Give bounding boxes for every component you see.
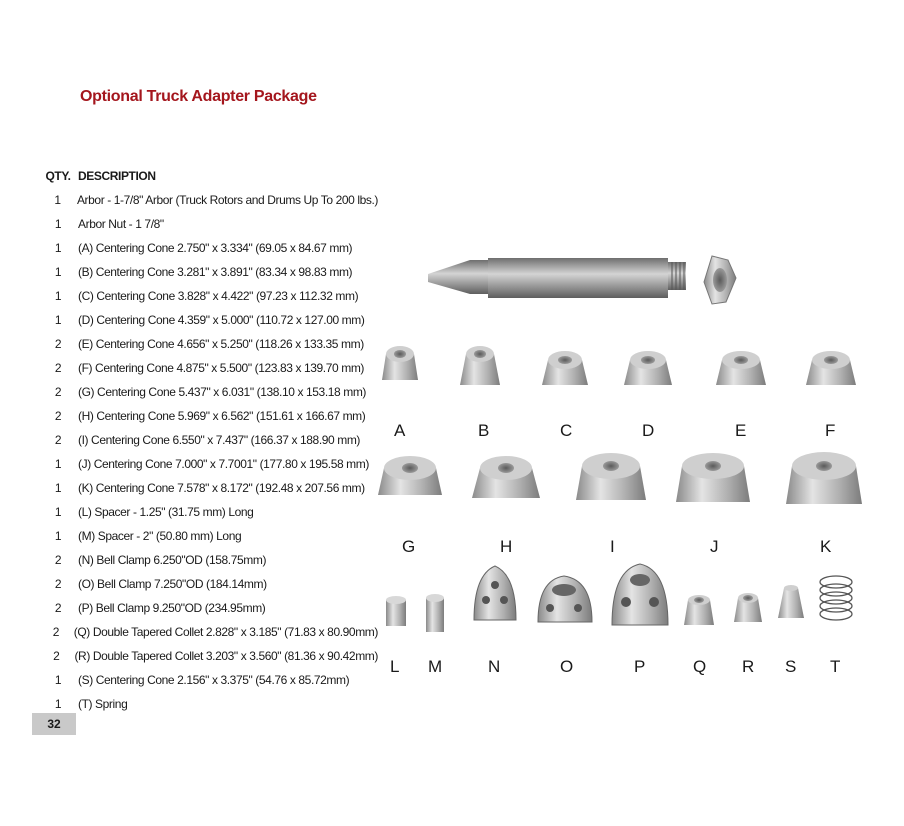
description-cell: (C) Centering Cone 3.828" x 4.422" (97.23 x 112.32 mm) [78,289,359,303]
table-row [38,308,378,332]
label-l: L [390,657,400,676]
label-t: T [830,657,841,676]
parts-drawing [370,230,890,680]
description-cell: (R) Double Tapered Collet 3.203" x 3.560" (81.36 x 90.42mm) [74,649,378,663]
qty-cell: 2 [54,433,62,447]
table-row [38,524,378,548]
cone-e-image [716,351,766,385]
label-e: E [735,421,747,440]
qty-cell: 1 [54,217,62,231]
collet-r-image [734,593,762,622]
description-cell: (B) Centering Cone 3.281" x 3.891" (83.34 x 98.83 mm) [78,265,353,279]
description-cell: Arbor - 1-7/8" Arbor (Truck Rotors and Drums Up To 200 lbs.) [76,193,378,207]
table-row [38,476,378,500]
qty-cell: 2 [52,625,60,639]
table-row [38,404,378,428]
description-cell: (L) Spacer - 1.25" (31.75 mm) Long [78,505,254,519]
table-row [38,356,378,380]
table-row [38,620,378,644]
description-cell: (N) Bell Clamp 6.250"OD (158.75mm) [78,553,267,567]
table-row [38,188,378,212]
description-cell: (T) Spring [78,697,128,711]
cone-d-image [624,351,672,385]
label-g: G [402,537,416,556]
qty-cell: 2 [53,649,60,663]
label-b: B [478,421,490,440]
table-row [38,548,378,572]
description-cell: (G) Centering Cone 5.437" x 6.031" (138.10 x 153.18 mm) [78,385,367,399]
label-c: C [560,421,573,440]
table-row [38,212,378,236]
label-k: K [820,537,832,556]
qty-cell: 1 [54,529,62,543]
description-cell: (P) Bell Clamp 9.250"OD (234.95mm) [78,601,266,615]
table-row [38,380,378,404]
qty-cell: 2 [54,553,62,567]
table-row [38,692,378,716]
qty-cell: 1 [54,457,62,471]
label-f: F [825,421,836,440]
cone-f-image [806,351,856,385]
cone-g-image [378,456,442,495]
description-cell: (I) Centering Cone 6.550" x 7.437" (166.37 x 188.90 mm) [78,433,361,447]
qty-cell: 2 [54,577,62,591]
description-header: DESCRIPTION [78,169,156,183]
description-cell: (Q) Double Tapered Collet 2.828" x 3.185" (71.83 x 80.90mm) [73,625,378,639]
label-o: O [560,657,574,676]
qty-cell: 1 [54,265,62,279]
table-row [38,596,378,620]
table-row [38,428,378,452]
arbor-nut-image [704,256,736,304]
cone-c-image [542,351,588,385]
arbor-shaft-image [428,258,686,298]
cone-a-image [382,346,418,380]
label-s: S [785,657,797,676]
qty-cell: 1 [54,697,62,711]
table-row [38,644,378,668]
description-cell: (S) Centering Cone 2.156" x 3.375" (54.76 x 85.72mm) [78,673,350,687]
qty-cell: 1 [54,193,61,207]
label-n: N [488,657,501,676]
description-cell: (H) Centering Cone 5.969" x 6.562" (151.61 x 166.67 mm) [78,409,366,423]
bell-clamp-n-image [474,566,516,620]
qty-header: QTY. [45,169,71,183]
parts-illustration [370,230,890,680]
spring-t-image [820,576,852,620]
table-row [38,260,378,284]
description-cell: (K) Centering Cone 7.578" x 8.172" (192.48 x 207.56 mm) [78,481,365,495]
qty-cell: 1 [54,673,62,687]
label-i: I [610,537,615,556]
label-r: R [742,657,755,676]
cone-i-image [576,453,646,500]
spacer-m-image [426,594,444,632]
description-cell: Arbor Nut - 1 7/8" [78,217,164,231]
label-j: J [710,537,719,556]
label-q: Q [693,657,707,676]
table-row [38,500,378,524]
description-cell: (A) Centering Cone 2.750" x 3.334" (69.05 x 84.67 mm) [78,241,353,255]
qty-cell: 2 [54,361,62,375]
cone-j-image [676,453,750,502]
description-cell: (D) Centering Cone 4.359" x 5.000" (110.72 x 127.00 mm) [78,313,365,327]
qty-cell: 1 [54,313,62,327]
bell-clamp-p-image [612,564,668,625]
qty-cell: 2 [54,385,62,399]
table-row [38,572,378,596]
page-number-badge: 32 [32,713,76,735]
cone-s-image [778,585,804,618]
page-title: Optional Truck Adapter Package [80,88,317,105]
table-row [38,284,378,308]
label-p: P [634,657,646,676]
qty-cell: 1 [54,505,62,519]
table-row [38,668,378,692]
label-m: M [428,657,443,676]
description-cell: (M) Spacer - 2" (50.80 mm) Long [78,529,242,543]
parts-table [38,164,378,716]
qty-cell: 1 [54,289,62,303]
table-row [38,332,378,356]
collet-q-image [684,595,714,625]
qty-cell: 1 [54,241,62,255]
qty-cell: 1 [54,481,62,495]
qty-cell: 2 [54,601,62,615]
table-row [38,452,378,476]
label-h: H [500,537,513,556]
cone-b-image [460,346,500,385]
label-d: D [642,421,655,440]
label-a: A [394,421,406,440]
spacer-l-image [386,596,406,626]
bell-clamp-o-image [538,576,592,622]
description-cell: (E) Centering Cone 4.656" x 5.250" (118.26 x 133.35 mm) [78,337,364,351]
qty-cell: 2 [54,337,62,351]
qty-cell: 2 [54,409,62,423]
description-cell: (F) Centering Cone 4.875" x 5.500" (123.83 x 139.70 mm) [78,361,365,375]
table-row [38,236,378,260]
cone-h-image [472,456,540,498]
cone-k-image [786,452,862,504]
description-cell: (J) Centering Cone 7.000" x 7.7001" (177.80 x 195.58 mm) [78,457,369,471]
table-header [38,164,378,188]
description-cell: (O) Bell Clamp 7.250"OD (184.14mm) [78,577,267,591]
